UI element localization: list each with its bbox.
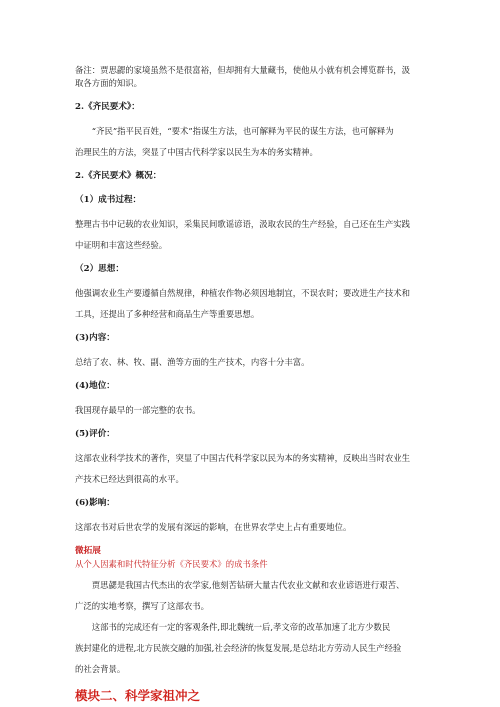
item6-title: (6)影响： (75, 498, 115, 508)
item3-line-1: 总结了农、林、牧、副、渔等方面的生产技术，内容十分丰富。 (75, 357, 310, 367)
item2-line-2: 工具，还提出了多种经营和商品生产等重要思想。 (75, 309, 260, 319)
item1-line-2: 中证明和丰富这些经验。 (75, 240, 168, 250)
extension-label: 微拓展 (75, 546, 101, 556)
sec2-heading: 2.《齐民要术》概况： (75, 171, 162, 181)
item3-title: (3)内容： (75, 333, 115, 343)
item1-title: （1）成书过程： (75, 195, 142, 205)
note-line-1: 备注：贾思勰的家境虽然不是很富裕，但却拥有大量藏书，使他从小就有机会博览群书，汲 (75, 65, 410, 75)
item5-title: (5)评价： (75, 429, 115, 439)
item4-title: (4)地位： (75, 381, 115, 391)
item6-line-1: 这部农书对后世农学的发展有深远的影响，在世界农学史上占有重要地位。 (75, 522, 352, 532)
note-line-2: 取各方面的知识。 (75, 78, 142, 88)
sec1-heading: 2.《齐民要术》： (75, 102, 140, 112)
extension-subtitle: 从个人因素和时代特征分析《齐民要术》的成书条件 (75, 559, 268, 569)
extension-para1-line-2: 广泛的实地考察，撰写了这部农书。 (75, 601, 209, 611)
sec1-line-1: “齐民”指平民百姓，“要术”指谋生方法，也可解释为平民的谋生方法，也可解释为 (91, 126, 394, 136)
item2-title: （2）思想： (75, 264, 124, 274)
extension-para2-line-1: 这部书的完成还有一定的客观条件,即北魏统一后,孝文帝的改革加速了北方少数民 (91, 622, 391, 632)
sec1-line-2: 治理民生的方法，突显了中国古代科学家以民生为本的务实精神。 (75, 147, 318, 157)
item4-line-1: 我国现存最早的一部完整的农书。 (75, 405, 201, 415)
item5-line-2: 产技术已经达到很高的水平。 (75, 474, 184, 484)
item2-line-1: 他强调农业生产要遵循自然规律，种植农作物必须因地制宜，不误农时；要改进生产技术和 (75, 288, 410, 298)
extension-para1-line-1: 贾思勰是我国古代杰出的农学家,他刻苦钻研大量古代农业文献和农业谚语进行艰苦、 (91, 580, 405, 590)
extension-para2-line-3: 的社会背景。 (75, 664, 126, 674)
module-title: 模块二、科学家祖冲之 (75, 688, 201, 703)
item5-line-1: 这部农业科学技术的著作，突显了中国古代科学家以民为本的务实精神，反映出当时农业生 (75, 453, 410, 463)
document-body (75, 64, 427, 704)
extension-para2-line-2: 族封建化的进程,北方民族交融的加强,社会经济的恢复发展,是总结北方劳动人民生产经验 (75, 643, 402, 653)
item1-line-1: 整理古书中记载的农业知识，采集民间歌谣谚语，汲取农民的生产经验，自己还在生产实践 (75, 219, 410, 229)
